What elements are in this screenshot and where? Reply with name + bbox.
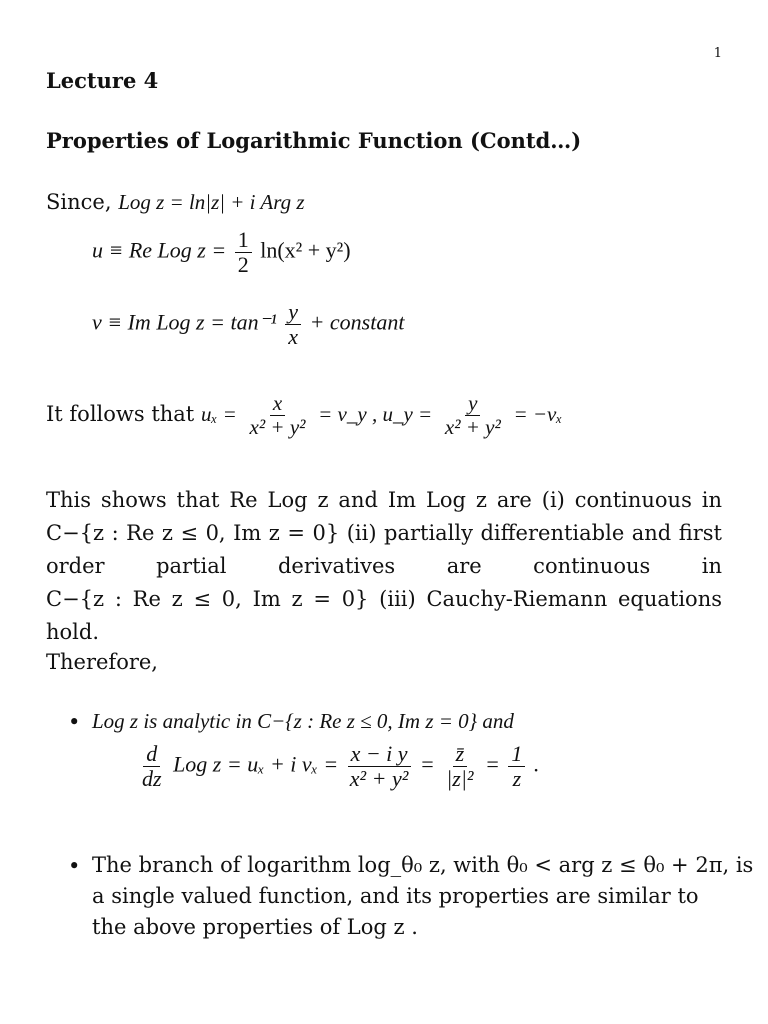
follows-label: It follows that xyxy=(46,402,195,427)
u-rhs: ln(x² + y²) xyxy=(260,237,351,263)
deriv-eq-2: = xyxy=(484,751,500,777)
frac-a-num: x − i y xyxy=(348,742,411,767)
shows-paragraph xyxy=(46,484,722,649)
follows-fraction-2 xyxy=(442,392,504,439)
derivative-equation xyxy=(136,742,539,791)
since-line xyxy=(46,190,305,215)
u-fraction xyxy=(235,228,252,277)
deriv-end: . xyxy=(533,751,540,777)
deriv-fraction-c xyxy=(508,742,525,791)
frac-b-den: |z|² xyxy=(446,766,474,792)
frac-c-den: z xyxy=(512,766,522,792)
deriv-fraction-a xyxy=(347,742,412,791)
v-definition xyxy=(92,300,404,349)
frac-a-den: x² + y² xyxy=(349,766,409,792)
deriv-den: dz xyxy=(142,766,162,792)
v-frac-den: x xyxy=(288,324,299,350)
lecture-title: Lecture 4 xyxy=(46,68,159,93)
therefore-line: Therefore, xyxy=(46,650,158,674)
bullet-1-text: Log z is analytic in C−{z : Re z ≤ 0, Im z = 0} and xyxy=(92,709,514,733)
v-frac-num: y xyxy=(285,300,301,325)
follows-frac1-den: x² + y² xyxy=(249,415,306,440)
deriv-fraction-b xyxy=(443,742,476,791)
follows-fraction-1 xyxy=(247,392,309,439)
u-frac-den: 2 xyxy=(237,252,249,278)
shows-row-2: C−{z : Re z ≤ 0, Im z = 0} (ii) partially differentiable and first xyxy=(46,521,722,545)
frac-b-num: z̄ xyxy=(453,742,468,767)
frac-c-num: 1 xyxy=(508,742,525,767)
follows-part1-lhs: uₓ = xyxy=(200,402,237,427)
since-label: Since, xyxy=(46,190,112,214)
bullet-2-line-2: a single valued function, and its properties are similar to xyxy=(92,884,699,908)
v-fraction xyxy=(285,300,301,349)
shows-row-1: This shows that Re Log z and Im Log z are (i) continuous in xyxy=(46,488,722,512)
bullet-2-line-1: The branch of logarithm log_θ₀ z, with θ₀ < arg z ≤ θ₀ + 2π, is xyxy=(92,853,754,877)
section-title: Properties of Logarithmic Function (Contd…) xyxy=(46,128,582,153)
follows-part2-rhs: = −vₓ xyxy=(513,402,563,427)
v-rhs: + constant xyxy=(309,309,405,335)
follows-frac2-den: x² + y² xyxy=(444,415,501,440)
deriv-eq: = xyxy=(419,751,435,777)
derivative-operator xyxy=(139,742,165,791)
page-number: 1 xyxy=(713,46,722,61)
bullet-dot-1: • xyxy=(68,710,81,734)
v-lhs: v ≡ Im Log z = tan⁻¹ xyxy=(92,309,277,335)
shows-row-4: C−{z : Re z ≤ 0, Im z = 0} (iii) Cauchy-Riemann equations hold. xyxy=(46,587,722,644)
follows-part1-rhs: = v_y , u_y = xyxy=(318,402,433,427)
bullet-2-text xyxy=(92,850,753,943)
follows-line xyxy=(46,392,562,439)
shows-row-3: order partial derivatives are continuous in xyxy=(46,554,722,578)
bullet-2-line-3: the above properties of Log z . xyxy=(92,915,418,939)
follows-frac2-num: y xyxy=(465,392,480,416)
log-definition: Log z = ln|z| + i Arg z xyxy=(118,190,305,214)
deriv-mid: Log z = uₓ + i vₓ = xyxy=(173,751,339,777)
follows-frac1-num: x xyxy=(270,392,285,416)
u-lhs: u ≡ Re Log z = xyxy=(92,237,227,263)
u-frac-num: 1 xyxy=(235,228,252,253)
deriv-num: d xyxy=(143,742,160,767)
bullet-dot-2: • xyxy=(68,854,81,878)
u-definition xyxy=(92,228,351,277)
